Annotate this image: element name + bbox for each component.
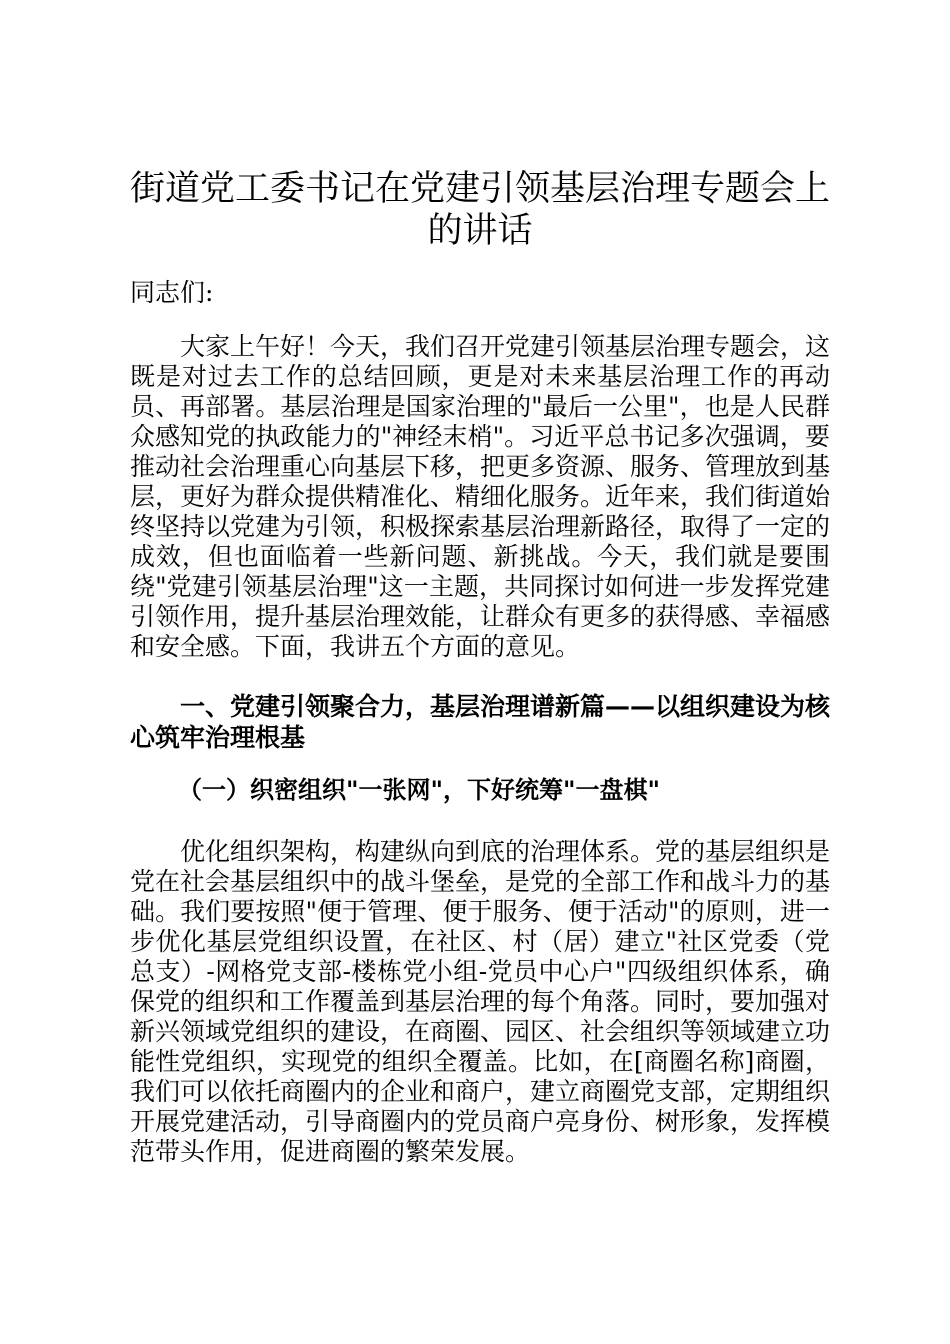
subsection-heading: （一）织密组织"一张网"，下好统筹"一盘棋" [178,776,661,804]
section-heading: 一、党建引领聚合力，基层治理谱新篇——以组织建设为核心筑牢治理根基 [130,692,831,752]
salutation: 同志们: [130,278,214,307]
intro-paragraph: 大家上午好！今天，我们召开党建引领基层治理专题会，这既是对过去工作的总结回顾，更是对未来基层治理工作的再动员、再部署。基层治理是国家治理的"最后一公里"，也是人民群众感知党的执政能力的"神经末梢"。习近平总书记多次强调，要推动社会治理重心向基层下移，把更多资源、服务、管理放到基层，更好为群众提供精准化、精细化服务。近年来，我们街道始终坚持以党建为引领，积极探索基层治理新路径，取得了一定的成效，但也面临着一些新问题、新挑战。今天，我们就是要围绕"党建引领基层治理"这一主题，共同探讨如何进一步发挥党建引领作用，提升基层治理效能，让群众有更多的获得感、幸福感和安全感。下面，我讲五个方面的意见。 [130,332,831,661]
body-paragraph: 优化组织架构，构建纵向到底的治理体系。党的基层组织是党在社会基层组织中的战斗堡垒，是党的全部工作和战斗力的基础。我们要按照"便于管理、便于服务、便于活动"的原则，进一步优化基层党组织设置，在社区、村（居）建立"社区党委（党总支）-网格党支部-楼栋党小组-党员中心户"四级组织体系，确保党的组织和工作覆盖到基层治理的每个角落。同时，要加强对新兴领域党组织的建设，在商圈、园区、社会组织等领域建立功能性党组织，实现党的组织全覆盖。比如，在[商圈名称]商圈，我们可以依托商圈内的企业和商户，建立商圈党支部，定期组织开展党建活动，引导商圈内的党员商户亮身份、树形象，发挥模范带头作用，促进商圈的繁荣发展。 [130,837,831,1166]
document-page [130,168,830,1167]
document-title: 街道党工委书记在党建引领基层治理专题会上的讲话 [130,169,831,251]
